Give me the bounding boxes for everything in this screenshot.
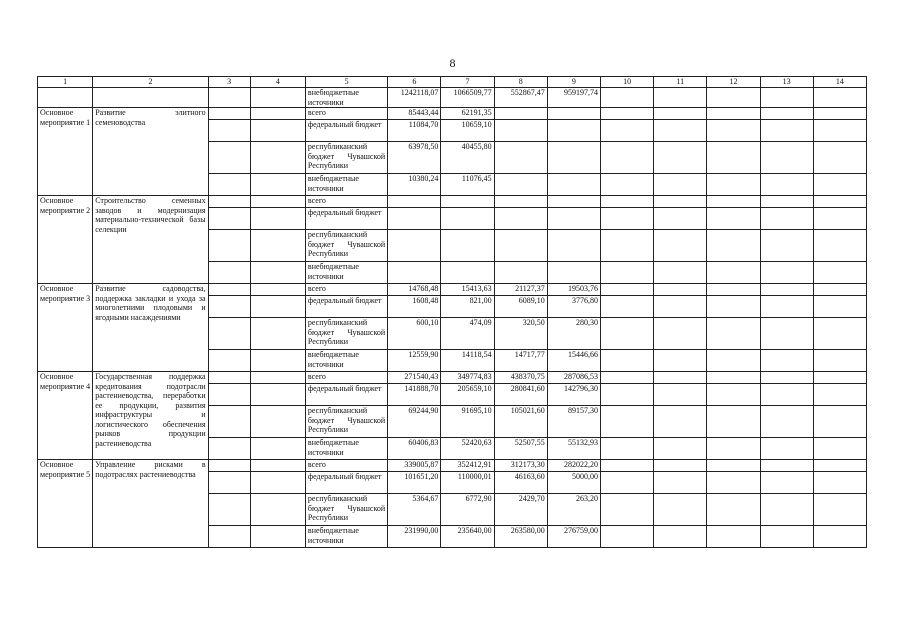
empty-cell (208, 284, 250, 296)
empty-cell (600, 460, 653, 472)
empty-cell (208, 406, 250, 438)
value-cell: 231990,00 (388, 526, 441, 548)
value-cell (494, 120, 547, 142)
empty-cell (813, 174, 866, 196)
activity-cell: Основное мероприятие 2 (38, 196, 93, 284)
value-cell: 12559,90 (388, 350, 441, 372)
empty-cell (600, 350, 653, 372)
empty-cell (600, 208, 653, 230)
source-cell: республиканский бюджет Чувашской Республики (305, 494, 387, 526)
empty-cell (600, 142, 653, 174)
column-header: 4 (250, 77, 305, 88)
empty-cell (208, 88, 250, 108)
empty-cell (707, 196, 760, 208)
empty-cell (250, 472, 305, 494)
header-row (38, 77, 867, 88)
value-cell: 69244,90 (388, 406, 441, 438)
activity-cell: Основное мероприятие 5 (38, 460, 93, 548)
source-cell: республиканский бюджет Чувашской Республики (305, 230, 387, 262)
value-cell: 55132,93 (547, 438, 600, 460)
empty-cell (707, 262, 760, 284)
value-cell: 5000,00 (547, 472, 600, 494)
table-row (38, 196, 867, 208)
value-cell (494, 108, 547, 120)
name-cell: Строительство семенных заводов и модернизация материально-технической базы селекции (93, 196, 208, 284)
value-cell: 600,10 (388, 318, 441, 350)
empty-cell (600, 526, 653, 548)
empty-cell (654, 350, 707, 372)
value-cell: 46163,60 (494, 472, 547, 494)
empty-cell (600, 494, 653, 526)
empty-cell (654, 460, 707, 472)
name-cell: Государственная поддержка кредитования подотрасли растениеводства, переработки ее продукции, развития инфраструктуры и логистического обеспечения рынков продукции растениеводства (93, 372, 208, 460)
value-cell: 62191,35 (441, 108, 494, 120)
source-cell: республиканский бюджет Чувашской Республики (305, 406, 387, 438)
empty-cell (654, 284, 707, 296)
value-cell: 263580,00 (494, 526, 547, 548)
empty-cell (707, 372, 760, 384)
empty-cell (654, 526, 707, 548)
value-cell (441, 230, 494, 262)
value-cell (494, 142, 547, 174)
value-cell (494, 174, 547, 196)
value-cell: 10380,24 (388, 174, 441, 196)
value-cell: 3776,80 (547, 296, 600, 318)
empty-cell (250, 108, 305, 120)
source-cell: внебюджетные источники (305, 350, 387, 372)
value-cell: 15446,66 (547, 350, 600, 372)
value-cell (547, 142, 600, 174)
empty-cell (600, 438, 653, 460)
empty-cell (760, 262, 813, 284)
source-cell: республиканский бюджет Чувашской Республики (305, 318, 387, 350)
value-cell (494, 208, 547, 230)
value-cell (547, 120, 600, 142)
empty-cell (208, 350, 250, 372)
source-cell: федеральный бюджет (305, 296, 387, 318)
empty-cell (208, 230, 250, 262)
empty-cell (813, 318, 866, 350)
value-cell: 339005,87 (388, 460, 441, 472)
empty-cell (654, 208, 707, 230)
empty-cell (600, 318, 653, 350)
source-cell: внебюджетные источники (305, 262, 387, 284)
empty-cell (600, 230, 653, 262)
empty-cell (760, 284, 813, 296)
empty-cell (250, 406, 305, 438)
source-cell: внебюджетные источники (305, 88, 387, 108)
source-cell: республиканский бюджет Чувашской Республики (305, 142, 387, 174)
empty-cell (813, 284, 866, 296)
empty-cell (707, 384, 760, 406)
empty-cell (654, 108, 707, 120)
empty-cell (600, 174, 653, 196)
empty-cell (654, 384, 707, 406)
value-cell: 110000,01 (441, 472, 494, 494)
empty-cell (813, 472, 866, 494)
value-cell: 1066509,77 (441, 88, 494, 108)
source-cell: всего (305, 108, 387, 120)
value-cell (441, 262, 494, 284)
empty-cell (208, 372, 250, 384)
empty-cell (250, 460, 305, 472)
empty-cell (813, 230, 866, 262)
source-cell: федеральный бюджет (305, 384, 387, 406)
activity-cell: Основное мероприятие 1 (38, 108, 93, 196)
value-cell: 142796,30 (547, 384, 600, 406)
empty-cell (208, 494, 250, 526)
empty-cell (813, 438, 866, 460)
column-header: 1 (38, 77, 93, 88)
empty-cell (208, 526, 250, 548)
empty-cell (654, 438, 707, 460)
empty-cell (208, 472, 250, 494)
empty-cell (250, 120, 305, 142)
empty-cell (760, 208, 813, 230)
empty-cell (600, 384, 653, 406)
value-cell: 552867,47 (494, 88, 547, 108)
value-cell: 21127,37 (494, 284, 547, 296)
value-cell: 349774,83 (441, 372, 494, 384)
empty-cell (813, 120, 866, 142)
column-header: 9 (547, 77, 600, 88)
empty-cell (707, 174, 760, 196)
empty-cell (250, 284, 305, 296)
empty-cell (654, 88, 707, 108)
empty-cell (760, 526, 813, 548)
empty-cell (760, 174, 813, 196)
empty-cell (760, 460, 813, 472)
empty-cell (600, 88, 653, 108)
value-cell: 14118,54 (441, 350, 494, 372)
empty-cell (250, 174, 305, 196)
value-cell (494, 262, 547, 284)
value-cell: 6772,90 (441, 494, 494, 526)
empty-cell (813, 196, 866, 208)
empty-cell (208, 262, 250, 284)
column-header: 3 (208, 77, 250, 88)
value-cell: 821,00 (441, 296, 494, 318)
empty-cell (813, 350, 866, 372)
value-cell: 60406,83 (388, 438, 441, 460)
empty-cell (813, 296, 866, 318)
value-cell (441, 196, 494, 208)
empty-cell (707, 438, 760, 460)
value-cell (547, 108, 600, 120)
value-cell (494, 196, 547, 208)
name-cell (93, 88, 208, 108)
source-cell: федеральный бюджет (305, 120, 387, 142)
value-cell: 2429,70 (494, 494, 547, 526)
value-cell: 5364,67 (388, 494, 441, 526)
empty-cell (813, 262, 866, 284)
column-header: 2 (93, 77, 208, 88)
activity-cell (38, 88, 93, 108)
empty-cell (654, 174, 707, 196)
empty-cell (707, 460, 760, 472)
empty-cell (250, 208, 305, 230)
empty-cell (813, 88, 866, 108)
value-cell (441, 208, 494, 230)
empty-cell (654, 262, 707, 284)
empty-cell (654, 296, 707, 318)
table-row (38, 88, 867, 108)
empty-cell (600, 262, 653, 284)
empty-cell (707, 526, 760, 548)
empty-cell (707, 108, 760, 120)
empty-cell (654, 494, 707, 526)
source-cell: внебюджетные источники (305, 174, 387, 196)
column-header: 6 (388, 77, 441, 88)
column-header: 5 (305, 77, 387, 88)
value-cell: 91695,10 (441, 406, 494, 438)
column-header: 12 (707, 77, 760, 88)
table-row (38, 108, 867, 120)
table-row (38, 460, 867, 472)
value-cell (388, 262, 441, 284)
value-cell: 282022,20 (547, 460, 600, 472)
empty-cell (760, 120, 813, 142)
empty-cell (760, 372, 813, 384)
empty-cell (250, 494, 305, 526)
empty-cell (250, 88, 305, 108)
value-cell: 19503,76 (547, 284, 600, 296)
value-cell: 89157,30 (547, 406, 600, 438)
empty-cell (813, 526, 866, 548)
empty-cell (813, 460, 866, 472)
empty-cell (250, 526, 305, 548)
value-cell (547, 174, 600, 196)
value-cell (547, 196, 600, 208)
value-cell: 1608,48 (388, 296, 441, 318)
empty-cell (250, 438, 305, 460)
empty-cell (707, 296, 760, 318)
value-cell: 320,50 (494, 318, 547, 350)
empty-cell (760, 196, 813, 208)
empty-cell (600, 406, 653, 438)
empty-cell (208, 120, 250, 142)
empty-cell (760, 230, 813, 262)
empty-cell (250, 142, 305, 174)
empty-cell (813, 494, 866, 526)
value-cell (547, 230, 600, 262)
activity-cell: Основное мероприятие 3 (38, 284, 93, 372)
empty-cell (600, 108, 653, 120)
activity-cell: Основное мероприятие 4 (38, 372, 93, 460)
value-cell: 287086,53 (547, 372, 600, 384)
empty-cell (760, 438, 813, 460)
column-header: 7 (441, 77, 494, 88)
value-cell: 280,30 (547, 318, 600, 350)
empty-cell (208, 318, 250, 350)
empty-cell (250, 384, 305, 406)
table-row (38, 372, 867, 384)
empty-cell (707, 472, 760, 494)
empty-cell (250, 230, 305, 262)
empty-cell (654, 318, 707, 350)
empty-cell (813, 208, 866, 230)
empty-cell (250, 262, 305, 284)
empty-cell (600, 372, 653, 384)
empty-cell (208, 438, 250, 460)
source-cell: всего (305, 196, 387, 208)
empty-cell (813, 142, 866, 174)
empty-cell (600, 296, 653, 318)
value-cell (388, 196, 441, 208)
empty-cell (707, 88, 760, 108)
value-cell: 52420,63 (441, 438, 494, 460)
name-cell: Развитие садоводства, поддержка закладки и ухода за многолетними плодовыми и ягодными насаждениями (93, 284, 208, 372)
value-cell: 276759,00 (547, 526, 600, 548)
value-cell: 959197,74 (547, 88, 600, 108)
column-header: 13 (760, 77, 813, 88)
name-cell: Развитие элитного семеноводства (93, 108, 208, 196)
name-cell: Управление рисками в подотраслях растениеводства (93, 460, 208, 548)
empty-cell (760, 296, 813, 318)
source-cell: всего (305, 460, 387, 472)
empty-cell (250, 318, 305, 350)
empty-cell (250, 196, 305, 208)
empty-cell (707, 494, 760, 526)
value-cell: 40455,80 (441, 142, 494, 174)
empty-cell (654, 142, 707, 174)
empty-cell (760, 406, 813, 438)
empty-cell (707, 208, 760, 230)
value-cell: 101651,20 (388, 472, 441, 494)
value-cell: 14768,48 (388, 284, 441, 296)
empty-cell (760, 350, 813, 372)
page-number: 8 (449, 56, 456, 70)
value-cell (547, 262, 600, 284)
empty-cell (250, 372, 305, 384)
empty-cell (208, 142, 250, 174)
value-cell: 438370,75 (494, 372, 547, 384)
source-cell: всего (305, 284, 387, 296)
empty-cell (600, 284, 653, 296)
value-cell: 271540,43 (388, 372, 441, 384)
empty-cell (208, 384, 250, 406)
value-cell: 263,20 (547, 494, 600, 526)
empty-cell (760, 142, 813, 174)
value-cell: 312173,30 (494, 460, 547, 472)
empty-cell (813, 384, 866, 406)
column-header: 8 (494, 77, 547, 88)
value-cell (494, 230, 547, 262)
source-cell: федеральный бюджет (305, 208, 387, 230)
value-cell: 11084,70 (388, 120, 441, 142)
empty-cell (208, 208, 250, 230)
column-header: 10 (600, 77, 653, 88)
value-cell: 205659,10 (441, 384, 494, 406)
empty-cell (760, 472, 813, 494)
table-row (38, 284, 867, 296)
empty-cell (208, 108, 250, 120)
empty-cell (654, 196, 707, 208)
empty-cell (813, 108, 866, 120)
value-cell: 6089,10 (494, 296, 547, 318)
empty-cell (707, 142, 760, 174)
empty-cell (813, 372, 866, 384)
value-cell: 52507,55 (494, 438, 547, 460)
source-cell: федеральный бюджет (305, 472, 387, 494)
empty-cell (600, 472, 653, 494)
value-cell: 63978,50 (388, 142, 441, 174)
value-cell (388, 230, 441, 262)
empty-cell (600, 196, 653, 208)
empty-cell (707, 406, 760, 438)
empty-cell (600, 120, 653, 142)
empty-cell (208, 174, 250, 196)
empty-cell (707, 120, 760, 142)
value-cell (547, 208, 600, 230)
value-cell: 235640,00 (441, 526, 494, 548)
value-cell (388, 208, 441, 230)
empty-cell (760, 318, 813, 350)
value-cell: 141888,70 (388, 384, 441, 406)
value-cell: 1242118,07 (388, 88, 441, 108)
value-cell: 352412,91 (441, 460, 494, 472)
empty-cell (654, 406, 707, 438)
empty-cell (250, 350, 305, 372)
value-cell: 280841,60 (494, 384, 547, 406)
empty-cell (654, 230, 707, 262)
source-cell: всего (305, 372, 387, 384)
empty-cell (707, 318, 760, 350)
empty-cell (707, 350, 760, 372)
value-cell: 11076,45 (441, 174, 494, 196)
source-cell: внебюджетные источники (305, 438, 387, 460)
value-cell: 10659,10 (441, 120, 494, 142)
value-cell: 14717,77 (494, 350, 547, 372)
column-header: 11 (654, 77, 707, 88)
value-cell: 105021,60 (494, 406, 547, 438)
empty-cell (654, 472, 707, 494)
empty-cell (208, 196, 250, 208)
column-header: 14 (813, 77, 866, 88)
empty-cell (760, 384, 813, 406)
empty-cell (654, 372, 707, 384)
value-cell: 474,09 (441, 318, 494, 350)
empty-cell (760, 88, 813, 108)
empty-cell (760, 494, 813, 526)
source-cell: внебюджетные источники (305, 526, 387, 548)
funding-table (37, 76, 867, 548)
empty-cell (707, 230, 760, 262)
value-cell: 85443,44 (388, 108, 441, 120)
empty-cell (208, 296, 250, 318)
empty-cell (760, 108, 813, 120)
empty-cell (813, 406, 866, 438)
value-cell: 15413,63 (441, 284, 494, 296)
empty-cell (707, 284, 760, 296)
empty-cell (250, 296, 305, 318)
empty-cell (654, 120, 707, 142)
empty-cell (208, 460, 250, 472)
